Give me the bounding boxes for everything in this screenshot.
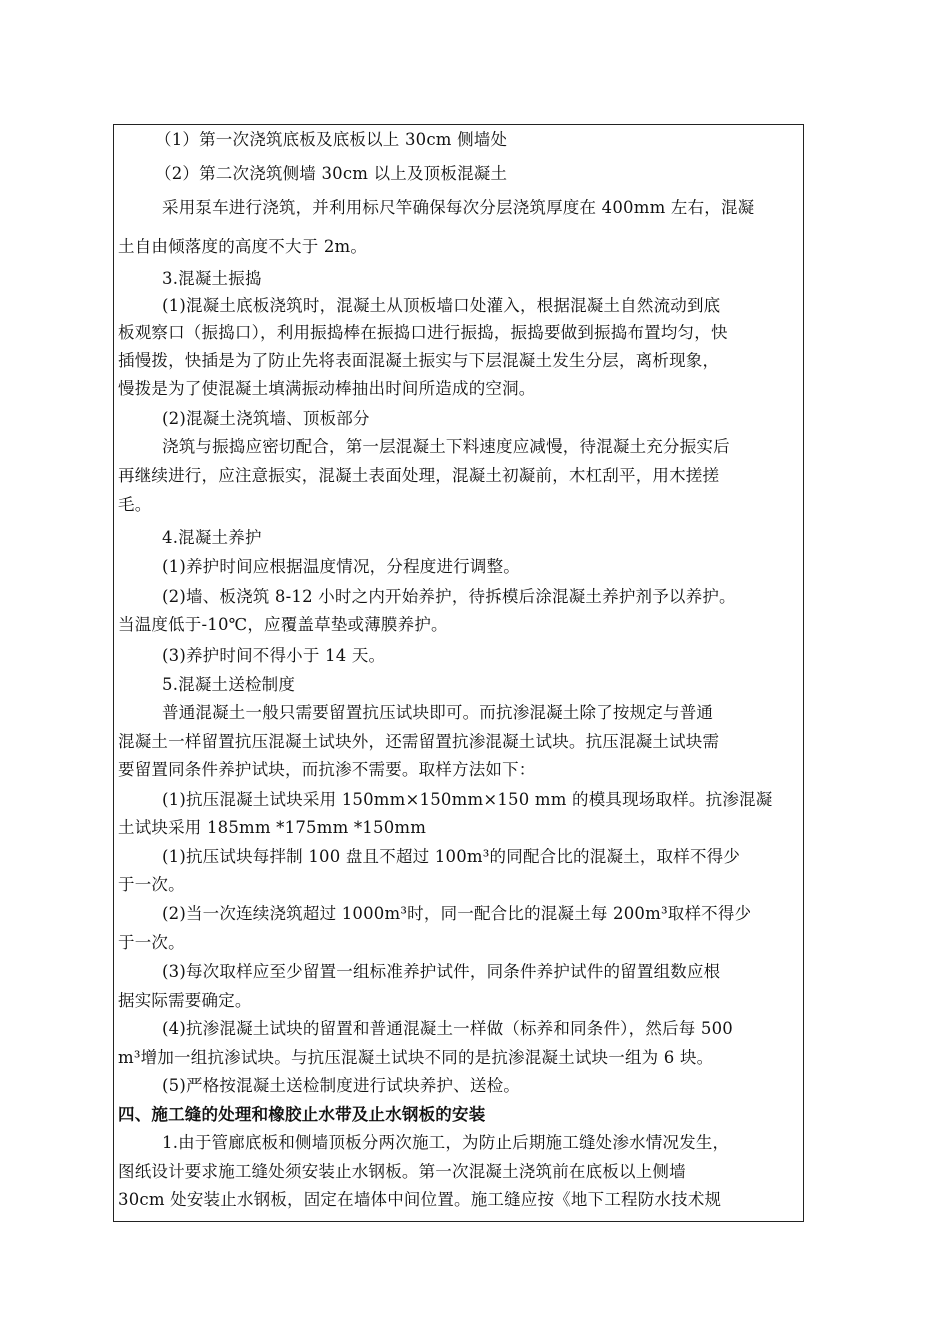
text-line: 毛。 [118,495,152,514]
section-heading: 4.混凝土养护 [162,528,262,547]
text-line: (2)墙、板浇筑 8-12 小时之内开始养护，待拆模后涂混凝土养护剂予以养护。 [162,587,736,606]
text-line: (1)养护时间应根据温度情况，分程度进行调整。 [162,557,520,576]
text-line: (3)养护时间不得小于 14 天。 [162,646,386,665]
chapter-heading: 四、施工缝的处理和橡胶止水带及止水钢板的安装 [118,1105,486,1124]
text-line: （2）第二次浇筑侧墙 30cm 以上及顶板混凝土 [155,164,508,183]
text-line: 土自由倾落度的高度不大于 2m。 [118,237,368,256]
text-line: 混凝土一样留置抗压混凝土试块外，还需留置抗渗混凝土试块。抗压混凝土试块需 [118,732,720,751]
text-line: (2)当一次连续浇筑超过 1000m³时，同一配合比的混凝土每 200m³取样不得少 [162,904,752,923]
section-heading: 3.混凝土振捣 [162,269,262,288]
text-line: (1)抗压混凝土试块采用 150mm×150mm×150 mm 的模具现场取样。抗渗混凝 [162,790,773,809]
text-line: 采用泵车进行浇筑，并利用标尺竿确保每次分层浇筑厚度在 400mm 左右，混凝 [162,198,755,217]
text-line: 要留置同条件养护试块，而抗渗不需要。取样方法如下： [118,760,536,779]
text-line: (1)混凝土底板浇筑时，混凝土从顶板墙口处灌入，根据混凝土自然流动到底 [162,296,721,315]
text-line: 于一次。 [118,875,185,894]
text-line: (4)抗渗混凝土试块的留置和普通混凝土一样做（标养和同条件），然后每 500 [162,1019,733,1038]
section-heading: 5.混凝土送检制度 [162,675,296,694]
text-line: 板观察口（振捣口），利用振捣棒在振捣口进行振捣，振捣要做到振捣布置均匀，快 [118,323,728,342]
text-line: 1.由于管廊底板和侧墙顶板分两次施工，为防止后期施工缝处渗水情况发生， [162,1133,730,1152]
text-line: 普通混凝土一般只需要留置抗压试块即可。而抗渗混凝土除了按规定与普通 [162,703,714,722]
text-line: 慢拨是为了使混凝土填满振动棒抽出时间所造成的空洞。 [118,379,536,398]
text-line: 30cm 处安装止水钢板，固定在墙体中间位置。施工缝应按《地下工程防水技术规 [118,1190,722,1209]
text-line: (2)混凝土浇筑墙、顶板部分 [162,409,370,428]
text-line: 插慢拨，快插是为了防止先将表面混凝土振实与下层混凝土发生分层，离析现象， [118,351,720,370]
text-line: 浇筑与振捣应密切配合，第一层混凝土下料速度应减慢，待混凝土充分振实后 [162,437,730,456]
text-line: (1)抗压试块每拌制 100 盘且不超过 100m³的同配合比的混凝土，取样不得少 [162,847,741,866]
text-line: 再继续进行，应注意振实，混凝土表面处理，混凝土初凝前，木杠刮平，用木搓搓 [118,466,720,485]
text-line: 图纸设计要求施工缝处须安装止水钢板。第一次混凝土浇筑前在底板以上侧墙 [118,1162,686,1181]
text-line: 据实际需要确定。 [118,991,252,1010]
text-line: m³增加一组抗渗试块。与抗压混凝土试块不同的是抗渗混凝土试块一组为 6 块。 [118,1048,714,1067]
text-line: 当温度低于-10℃，应覆盖草垫或薄膜养护。 [118,615,448,634]
text-line: (5)严格按混凝土送检制度进行试块养护、送检。 [162,1076,520,1095]
text-line: (3)每次取样应至少留置一组标准养护试件，同条件养护试件的留置组数应根 [162,962,721,981]
text-line: 于一次。 [118,933,185,952]
text-line: 土试块采用 185mm *175mm *150mm [118,818,427,837]
text-line: （1）第一次浇筑底板及底板以上 30cm 侧墙处 [155,130,508,149]
